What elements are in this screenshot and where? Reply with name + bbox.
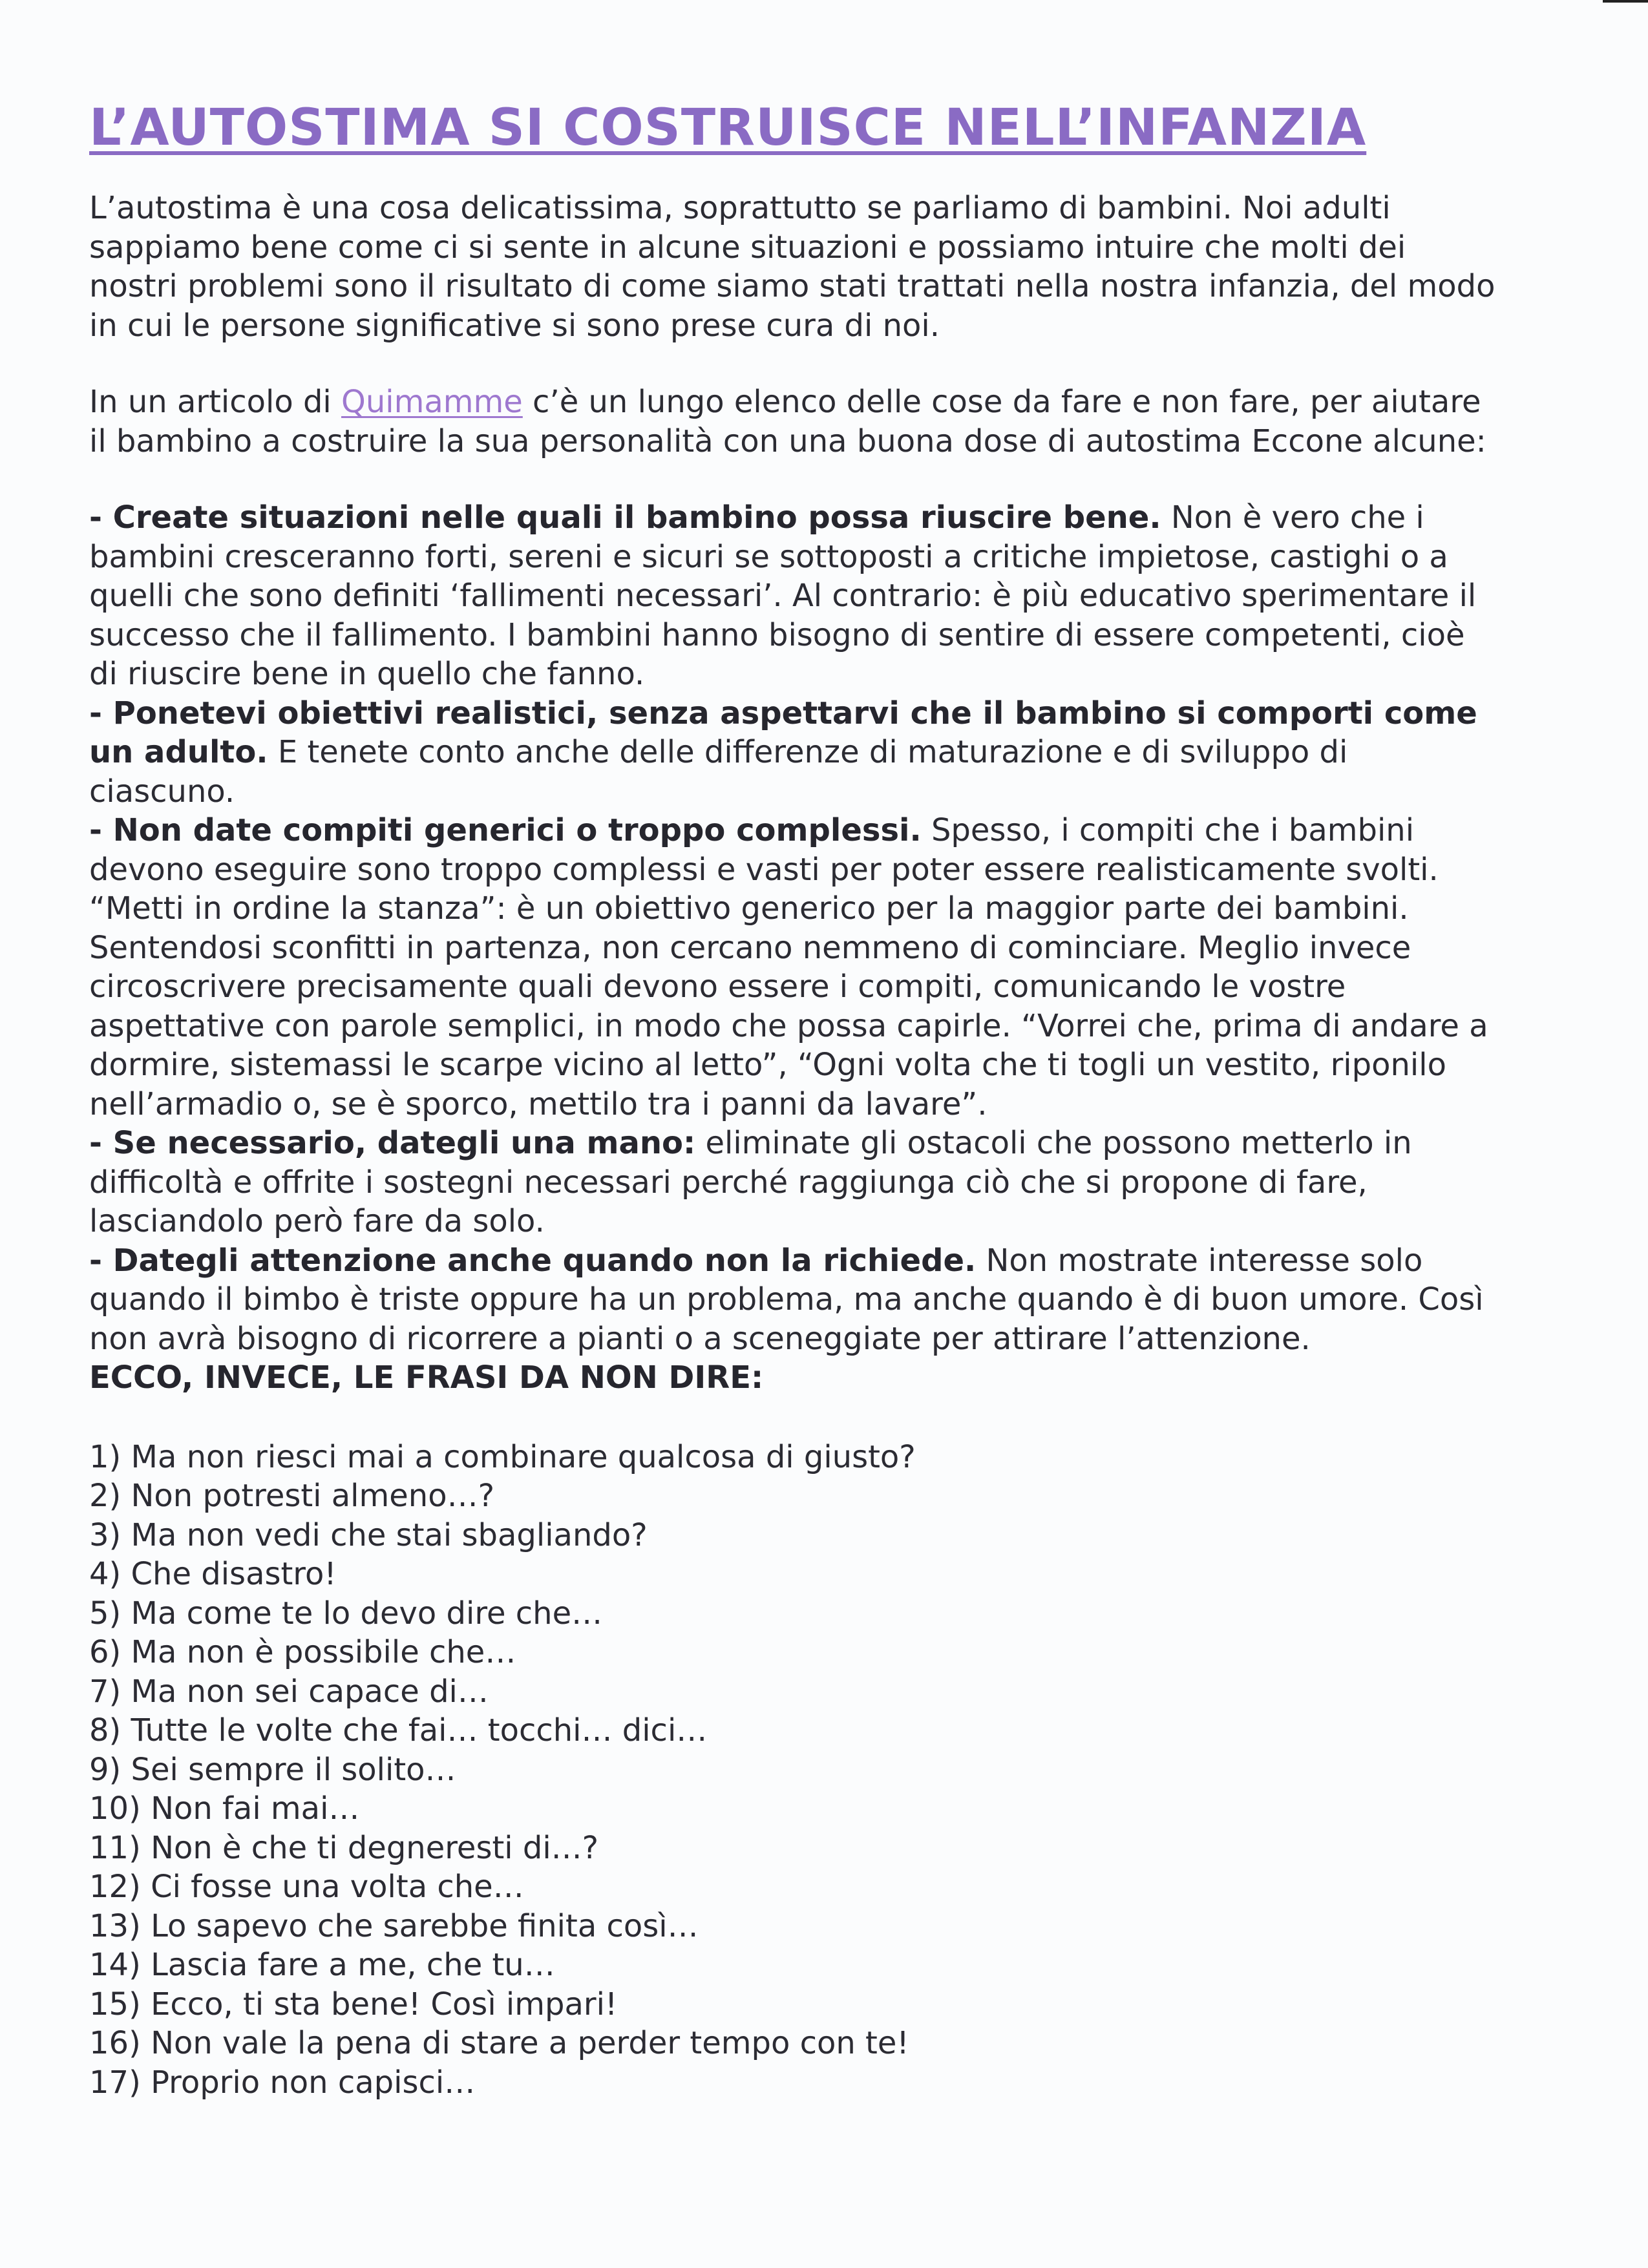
phrase-item: 9) Sei sempre il solito…: [89, 1751, 456, 1788]
tip-heading: - Create situazioni nelle quali il bambino possa riuscire bene.: [89, 499, 1161, 536]
phrase-item: 11) Non è che ti degneresti di…?: [89, 1829, 599, 1866]
tip-heading: - Ponetevi obiettivi realistici, senza aspettarvi che il bambino si comporti come un adulto.: [89, 695, 1477, 770]
tip-heading: - Se necessario, dategli una mano:: [89, 1125, 696, 1161]
phrase-item: 14) Lascia fare a me, che tu…: [89, 1947, 555, 1983]
phrase-item: 5) Ma come te lo devo dire che…: [89, 1595, 603, 1632]
article-text-before: In un articolo di: [89, 384, 342, 420]
phrase-item: 2) Non potresti almeno…?: [89, 1478, 495, 1514]
phrases-heading: [89, 1358, 1498, 1398]
phrase-item: 7) Ma non sei capace di…: [89, 1673, 489, 1710]
phrase-item: 16) Non vale la pena di stare a perder tempo con te!: [89, 2025, 909, 2061]
article-body: [89, 97, 1498, 2102]
phrase-item: 1) Ma non riesci mai a combinare qualcosa di giusto?: [89, 1438, 916, 1475]
tip-text: Non è vero che i bambini cresceranno forti, sereni e sicuri se sottoposti a critiche impietose, castighi o a quelli che sono definiti ‘fallimenti necessari’. Al contrario: è più educativo sperimentare il successo che il fallimento. I bambini hanno bisogno di sentire di essere competenti, cioè di riuscire bene in quello che fanno.: [89, 499, 1477, 692]
phrase-item: 4) Che disastro!: [89, 1556, 337, 1592]
phrase-item: 10) Non fai mai…: [89, 1790, 360, 1827]
tip-item: [89, 694, 1498, 812]
quimamme-link[interactable]: Quimamme: [341, 384, 523, 420]
intro-paragraph: L’autostima è una cosa delicatissima, soprattutto se parliamo di bambini. Noi adulti sappiamo bene come ci si sente in alcune situazioni e possiamo intuire che molti dei nostri problemi sono il risultato di come siamo stati trattati nella nostra infanzia, del modo in cui le persone significative si sono prese cura di noi.: [89, 190, 1495, 344]
page-title: L’AUTOSTIMA SI COSTRUISCE NELL’INFANZIA: [89, 99, 1367, 157]
tip-heading: - Non date compiti generici o troppo complessi.: [89, 812, 922, 848]
article-text-after: c’è un lungo elenco delle cose da fare e non fare, per aiutare il bambino a costruire la sua personalità con una buona dose di autostima Eccone alcune:: [89, 384, 1486, 459]
tip-item: [89, 1124, 1498, 1241]
phrases-list: [89, 1438, 1498, 2103]
tip-item: [89, 498, 1498, 694]
tip-item: [89, 1241, 1498, 1359]
tip-text: Spesso, i compiti che i bambini devono eseguire sono troppo complessi e vasti per poter essere realisticamente svolti. “Metti in ordine la stanza”: è un obiettivo generico per la maggior parte dei bambini. Sentendosi sconfitti in partenza, non cercano nemmeno di cominciare. Meglio invece circoscrivere precisamente quali devono essere i compiti, comunicando le vostre aspettative con parole semplici, in modo che possa capirle. “Vorrei che, prima di andare a dormire, sistemassi le scarpe vicino al letto”, “Ogni volta che ti togli un vestito, riponilo nell’armadio o, se è sporco, mettilo tra i panni da lavare”.: [89, 812, 1488, 1122]
phrase-item: 15) Ecco, ti sta bene! Così impari!: [89, 1986, 618, 2022]
tip-text: Non mostrate interesse solo quando il bimbo è triste oppure ha un problema, ma anche quando è di buon umore. Così non avrà bisogno di ricorrere a pianti o a sceneggiate per attirare l’attenzione.: [89, 1242, 1484, 1357]
phrase-item: 17) Proprio non capisci…: [89, 2064, 476, 2101]
phrase-item: 3) Ma non vedi che stai sbagliando?: [89, 1517, 648, 1553]
phrase-item: 8) Tutte le volte che fai… tocchi… dici…: [89, 1712, 708, 1748]
scan-edge-mark: [1603, 0, 1648, 3]
tip-text: eliminate gli ostacoli che possono metterlo in difficoltà e offrite i sostegni necessari perché raggiunga ciò che si propone di fare, lasciandolo però fare da solo.: [89, 1125, 1412, 1239]
phrase-item: 12) Ci fosse una volta che…: [89, 1869, 524, 1905]
phrase-item: 6) Ma non è possibile che…: [89, 1634, 516, 1670]
tips-list: [89, 498, 1498, 1398]
tip-text: E tenete conto anche delle differenze di maturazione e di sviluppo di ciascuno.: [89, 734, 1348, 810]
tip-item: [89, 811, 1498, 1124]
phrase-item: 13) Lo sapevo che sarebbe finita così…: [89, 1907, 699, 1944]
tip-heading: - Dategli attenzione anche quando non la richiede.: [89, 1242, 977, 1279]
phrases-heading-text: ECCO, INVECE, LE FRASI DA NON DIRE:: [89, 1360, 764, 1396]
article-paragraph: [89, 383, 1498, 461]
